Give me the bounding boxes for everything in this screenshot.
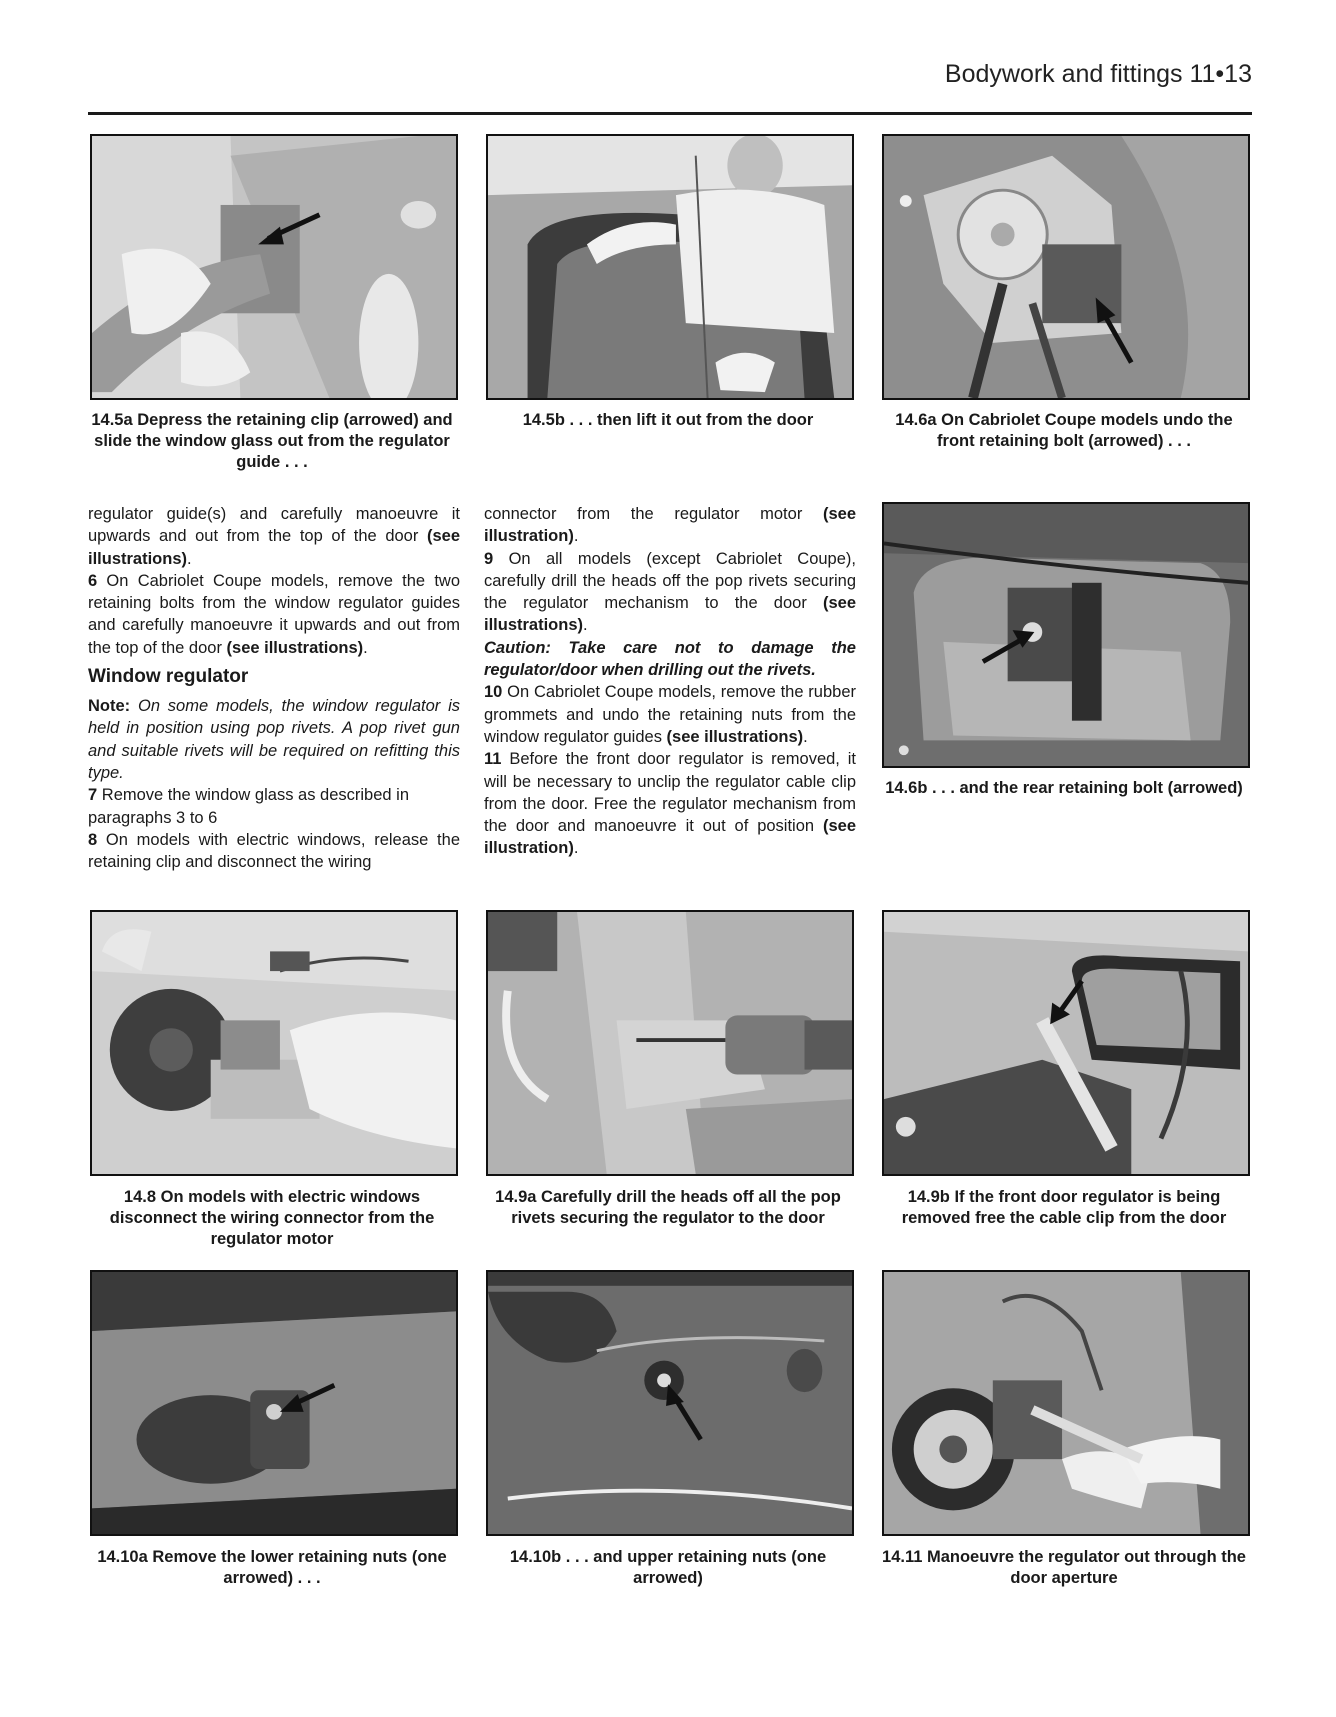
photo-14-9a (486, 910, 854, 1176)
caution-paragraph: Caution: Take care not to damage the regulator/door when drilling out the rivets. (484, 638, 856, 680)
note-paragraph: Note: On some models, the window regulator is held in position using pop rivets. A pop rivet gun and suitable rivets will be required on refitting this type. (88, 697, 460, 782)
photo-14-8 (90, 910, 458, 1176)
caption-14-8: 14.8 On models with electric windows disconnect the wiring connector from the regulator motor (109, 1188, 435, 1248)
caption-14-6b: 14.6b . . . and the rear retaining bolt (arrowed) (885, 779, 1243, 797)
photo-14-5b (486, 134, 854, 400)
paragraph-continued-2: connector from the regulator motor (see illustration). (484, 505, 856, 546)
caption-14-10a: 14.10a Remove the lower retaining nuts (one arrowed) . . . (97, 1548, 447, 1587)
header-rule (88, 112, 1252, 115)
text-column-2 (484, 503, 856, 860)
text-column-1 (88, 503, 460, 873)
caption-14-6a: 14.6a On Cabriolet Coupe models undo the front retaining bolt (arrowed) . . . (895, 411, 1233, 450)
paragraph-11: 11 Before the front door regulator is removed, it will be necessary to unclip the regulator cable clip from the door. Free the regulator mechanism from the door and manoeuvre it out of position (see illustration). (484, 750, 856, 858)
caption-14-10b: 14.10b . . . and upper retaining nuts (one arrowed) (509, 1548, 827, 1587)
paragraph-10: 10 On Cabriolet Coupe models, remove the rubber grommets and undo the retaining nuts from the window regulator guides (see illustrations). (484, 683, 856, 746)
photo-14-11 (882, 1270, 1250, 1536)
photo-14-10a (90, 1270, 458, 1536)
caption-14-9a: 14.9a Carefully drill the heads off all the pop rivets securing the regulator to the door (495, 1188, 841, 1227)
photo-14-5a (90, 134, 458, 400)
paragraph-8: 8 On models with electric windows, release the retaining clip and disconnect the wiring (88, 830, 460, 872)
photo-14-10b (486, 1270, 854, 1536)
photo-14-6b (882, 502, 1250, 768)
photo-14-9b (882, 910, 1250, 1176)
paragraph-continued: regulator guide(s) and carefully manoeuvre it upwards and out from the top of the door (see illustrations). (88, 505, 460, 568)
photo-14-6a (882, 134, 1250, 400)
running-title: Bodywork and fittings 11•13 (944, 60, 1252, 88)
paragraph-6: 6 On Cabriolet Coupe models, remove the two retaining bolts from the window regulator guides and carefully manoeuvre it upwards and out from the top of the door (see illustrations). (88, 571, 460, 657)
paragraph-7: 7 Remove the window glass as described in paragraphs 3 to 6 (88, 786, 410, 827)
caption-14-5b: 14.5b . . . then lift it out from the door (522, 411, 814, 429)
caption-14-5a: 14.5a Depress the retaining clip (arrowed) and slide the window glass out from the regulator guide . . . (91, 411, 453, 471)
section-heading: Window regulator (88, 666, 249, 688)
paragraph-9: 9 On all models (except Cabriolet Coupe), carefully drill the heads off the pop rivets securing the regulator mechanism to the door (see illustrations). (484, 549, 856, 635)
caption-14-11: 14.11 Manoeuvre the regulator out through the door aperture (882, 1548, 1246, 1587)
page-header (88, 56, 1252, 96)
caption-14-9b: 14.9b If the front door regulator is being removed free the cable clip from the door (901, 1188, 1227, 1227)
